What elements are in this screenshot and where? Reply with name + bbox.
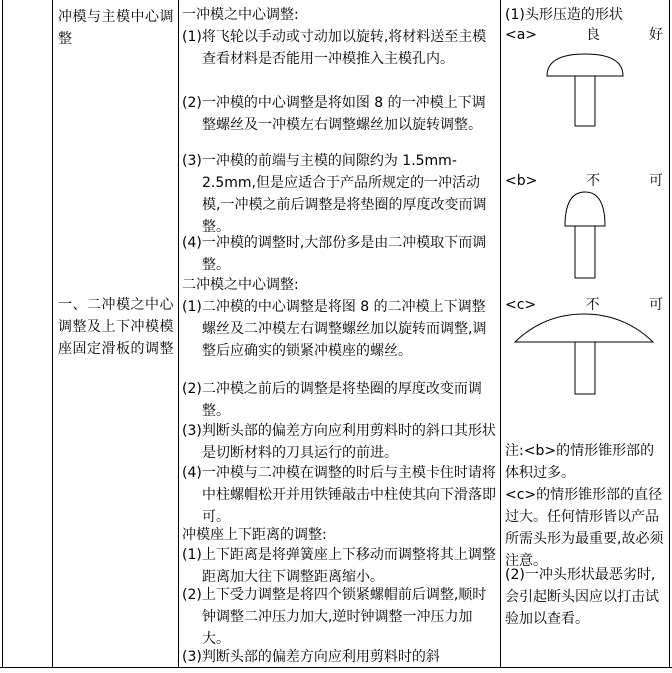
shape-b-word2: 可 xyxy=(648,173,663,189)
mold-seat-item-2: (2)上下受力调整是将四个锁紧螺帽前后调整,顺时钟调整二冲压力加大,逆时钟调整一冲压力加大。 xyxy=(182,587,487,647)
label-second-mold-adjust: 一、二冲模之中心调整及上下冲模模座固定滑板的调整 xyxy=(58,297,174,357)
shape-b-tag: <b> xyxy=(505,173,538,189)
shape-b-word1: 不 xyxy=(586,173,601,189)
table-divider-1 xyxy=(52,0,53,668)
good-head-shape-figure xyxy=(542,52,628,128)
table-divider-3 xyxy=(500,0,501,668)
shape-a-caption xyxy=(505,24,663,46)
first-mold-item-1: (1)将飞轮以手动或寸动加以旋转,将材料送至主模查看材料是否能用一冲模推入主模孔内。 xyxy=(182,29,487,67)
shape-a-word1: 良 xyxy=(586,27,601,43)
first-mold-item-2: (2)一冲模的中心调整是将如图 8 的一冲模上下调整螺丝及一冲模左右调整螺丝加以旋转调整。 xyxy=(182,95,486,133)
shape-a-tag: <a> xyxy=(505,27,538,43)
second-mold-item-1: (1)二冲模的中心调整是将图 8 的二冲模上下调整螺丝及二冲模左右调整螺丝加以旋转而调整,调整后应确实的锁紧冲模座的螺丝。 xyxy=(182,299,487,359)
second-mold-item-3: (3)判断头部的偏差方向应利用剪料时的斜口其形状是切断材料的刀具运行的前进。 xyxy=(182,423,496,461)
section-title-mold-seat: 冲模座上下距离的调整: xyxy=(182,527,327,543)
first-mold-item-4: (4)一冲模的调整时,大部份多是由二冲模取下而调整。 xyxy=(182,235,487,273)
section-title-first-mold: 一冲模之中心调整: xyxy=(182,7,299,23)
table-border-left xyxy=(2,0,3,668)
second-mold-item-4: (4)一冲模与二冲模在调整的时后与主模卡住时请将中柱螺帽松开并用铁锤敲击中柱使其向下滑落即可。 xyxy=(182,465,496,525)
label-main-mold-adjust: 冲模与主模中心调整 xyxy=(58,9,174,47)
head-shape-heading: (1)头形压造的形状 xyxy=(505,7,623,23)
note-first-mold-worst-shape: (2)一冲头形状最恶劣时,会引起断头因应以打击试验加以查看。 xyxy=(505,567,659,627)
note-shape-c: <c>的情形锥形部的直径过大。任何情形皆以产品所需头形为最重要,故必须注意。 xyxy=(505,487,664,569)
table-border-right xyxy=(669,0,670,668)
table-divider-2 xyxy=(178,0,179,668)
shape-b-caption xyxy=(505,170,663,192)
shape-c-word1: 不 xyxy=(585,297,600,313)
mold-seat-item-3: (3)判断头部的偏差方向应利用剪料时的斜 xyxy=(182,649,440,665)
shape-c-word2: 可 xyxy=(648,297,663,313)
shape-c-tag: <c> xyxy=(505,297,537,313)
mold-seat-item-1: (1)上下距离是将弹簧座上下移动而调整将其上调整距离加大往下调整距离缩小。 xyxy=(182,547,496,585)
second-mold-item-2: (2)二冲模之前后的调整是将垫圈的厚度改变而调整。 xyxy=(182,381,482,419)
section-title-second-mold: 二冲模之中心调整: xyxy=(182,277,299,293)
bad-wide-head-shape-figure xyxy=(514,312,654,396)
bad-conical-head-shape-figure xyxy=(542,190,628,280)
first-mold-item-3: (3)一冲模的前端与主模的间隙约为 1.5mm-2.5mm,但是应适合于产品所规定的一冲活动模,一冲模之前后调整是将垫圈的厚度改变而调整。 xyxy=(182,153,487,235)
shape-a-word2: 好 xyxy=(648,27,663,43)
note-shape-b: 注:<b>的情形锥形部的体积过多。 xyxy=(505,443,655,481)
